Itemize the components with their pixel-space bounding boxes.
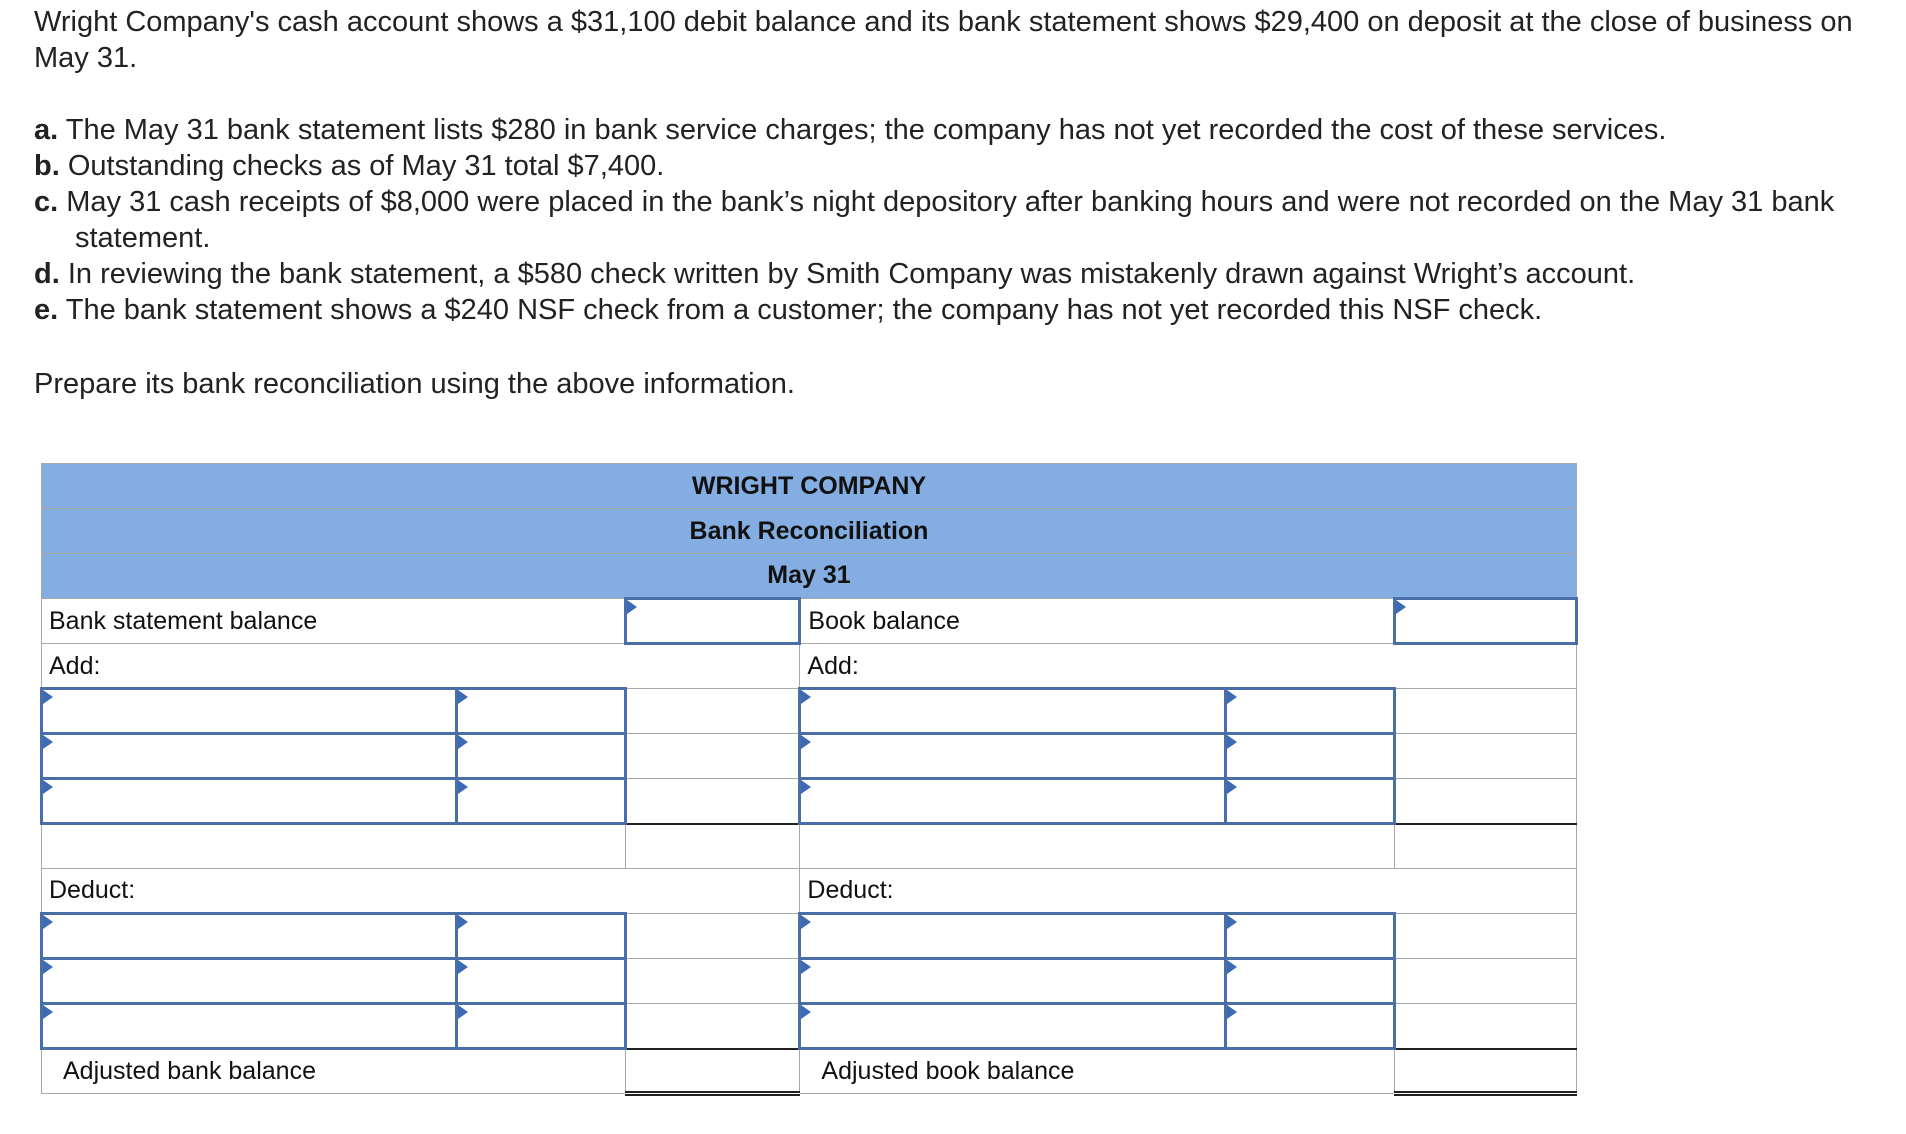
empty-cell xyxy=(625,734,800,779)
adjusted-bank-balance-label: Adjusted bank balance xyxy=(42,1049,626,1094)
bank-add-amount-input[interactable] xyxy=(458,780,624,822)
adjusted-bank-balance-cell xyxy=(625,1049,800,1094)
bank-deduct-desc-input[interactable] xyxy=(43,960,455,1002)
empty-cell xyxy=(1395,734,1577,779)
problem-item-e xyxy=(34,292,1894,328)
bank-add-amount-cell xyxy=(456,779,625,824)
problem-statement xyxy=(34,4,1894,402)
book-deduct-desc-input[interactable] xyxy=(801,1005,1224,1047)
item-letter: a. xyxy=(34,114,59,146)
empty-cell xyxy=(1395,959,1577,1004)
bank-deduct-desc-cell xyxy=(42,1004,457,1049)
book-deduct-desc-cell xyxy=(800,1004,1226,1049)
book-add-amount-input[interactable] xyxy=(1227,735,1393,777)
item-letter: e. xyxy=(34,294,59,326)
book-deduct-amount-input[interactable] xyxy=(1227,915,1393,957)
bank-deduct-amount-input[interactable] xyxy=(458,960,624,1002)
empty-cell xyxy=(625,914,800,959)
empty-cell xyxy=(800,824,1395,869)
book-deduct-desc-input[interactable] xyxy=(801,960,1224,1002)
bank-add-desc-input[interactable] xyxy=(43,735,455,777)
bank-add-desc-input[interactable] xyxy=(43,780,455,822)
book-deduct-amount-input[interactable] xyxy=(1227,960,1393,1002)
bank-add-amount-cell xyxy=(456,734,625,779)
book-add-amount-input[interactable] xyxy=(1227,780,1393,822)
bank-add-label: Add: xyxy=(42,644,800,689)
bank-deduct-desc-cell xyxy=(42,914,457,959)
bank-deduct-desc-input[interactable] xyxy=(43,915,455,957)
item-letter: c. xyxy=(34,186,59,218)
bank-add-amount-input[interactable] xyxy=(458,735,624,777)
item-text: Outstanding checks as of May 31 total $7,400. xyxy=(67,150,665,182)
item-letter: b. xyxy=(34,150,60,182)
bank-deduct-amount-input[interactable] xyxy=(458,1005,624,1047)
bank-deduct-amount-cell xyxy=(456,959,625,1004)
bank-add-desc-cell xyxy=(42,689,457,734)
problem-prompt: Prepare its bank reconciliation using the above information. xyxy=(34,368,795,400)
bank-statement-balance-label: Bank statement balance xyxy=(42,599,626,644)
company-name: WRIGHT COMPANY xyxy=(42,464,1577,509)
book-subtotal-cell xyxy=(1395,824,1577,869)
book-deduct-amount-input[interactable] xyxy=(1227,1005,1393,1047)
item-text: The May 31 bank statement lists $280 in bank service charges; the company has not yet recorded the cost of these services. xyxy=(65,114,1667,146)
empty-cell xyxy=(625,689,800,734)
empty-cell xyxy=(1395,1004,1577,1049)
bank-subtotal-cell xyxy=(625,824,800,869)
book-add-label: Add: xyxy=(800,644,1577,689)
item-text: The bank statement shows a $240 NSF check from a customer; the company has not yet recorded this NSF check. xyxy=(65,294,1543,326)
empty-cell xyxy=(625,1004,800,1049)
book-deduct-label: Deduct: xyxy=(800,869,1577,914)
problem-items xyxy=(34,112,1894,328)
empty-cell xyxy=(1395,779,1577,824)
bank-reconciliation-table xyxy=(40,463,1578,1096)
book-balance-label: Book balance xyxy=(800,599,1395,644)
book-add-desc-cell xyxy=(800,734,1226,779)
book-deduct-desc-cell xyxy=(800,959,1226,1004)
book-deduct-amount-cell xyxy=(1226,1004,1395,1049)
problem-item-b xyxy=(34,148,1894,184)
book-add-desc-cell xyxy=(800,689,1226,734)
book-balance-cell xyxy=(1395,599,1577,644)
adjusted-book-balance-cell xyxy=(1395,1049,1577,1094)
book-add-desc-cell xyxy=(800,779,1226,824)
problem-intro: Wright Company's cash account shows a $31,100 debit balance and its bank statement shows $29,400 on deposit at the close of business on May 31. xyxy=(34,6,1853,74)
bank-add-amount-input[interactable] xyxy=(458,690,624,732)
bank-add-amount-cell xyxy=(456,689,625,734)
book-balance-input[interactable] xyxy=(1396,600,1575,642)
statement-date: May 31 xyxy=(42,554,1577,599)
problem-item-a xyxy=(34,112,1894,148)
book-add-desc-input[interactable] xyxy=(801,780,1224,822)
item-text: May 31 cash receipts of $8,000 were placed in the bank’s night depository after banking hours and were not recorded on the May 31 bank statement. xyxy=(66,186,1835,254)
bank-deduct-amount-cell xyxy=(456,914,625,959)
bank-add-desc-cell xyxy=(42,734,457,779)
book-deduct-desc-input[interactable] xyxy=(801,915,1224,957)
book-add-amount-cell xyxy=(1226,779,1395,824)
adjusted-book-balance-label: Adjusted book balance xyxy=(800,1049,1395,1094)
bank-deduct-desc-input[interactable] xyxy=(43,1005,455,1047)
empty-cell xyxy=(1395,914,1577,959)
bank-statement-balance-input[interactable] xyxy=(627,600,799,642)
item-text: In reviewing the bank statement, a $580 check written by Smith Company was mistakenly drawn against Wright’s account. xyxy=(67,258,1636,290)
book-deduct-amount-cell xyxy=(1226,914,1395,959)
empty-cell xyxy=(625,959,800,1004)
problem-item-d xyxy=(34,256,1894,292)
item-letter: d. xyxy=(34,258,60,290)
bank-deduct-amount-input[interactable] xyxy=(458,915,624,957)
problem-item-c xyxy=(34,184,1894,256)
bank-add-desc-cell xyxy=(42,779,457,824)
bank-deduct-desc-cell xyxy=(42,959,457,1004)
book-add-amount-cell xyxy=(1226,689,1395,734)
book-deduct-desc-cell xyxy=(800,914,1226,959)
bank-deduct-label: Deduct: xyxy=(42,869,800,914)
book-add-amount-input[interactable] xyxy=(1227,690,1393,732)
empty-cell xyxy=(625,779,800,824)
bank-deduct-amount-cell xyxy=(456,1004,625,1049)
empty-cell xyxy=(1395,689,1577,734)
bank-add-desc-input[interactable] xyxy=(43,690,455,732)
statement-title: Bank Reconciliation xyxy=(42,509,1577,554)
book-add-desc-input[interactable] xyxy=(801,690,1224,732)
book-deduct-amount-cell xyxy=(1226,959,1395,1004)
empty-cell xyxy=(42,824,626,869)
book-add-amount-cell xyxy=(1226,734,1395,779)
book-add-desc-input[interactable] xyxy=(801,735,1224,777)
bank-statement-balance-cell xyxy=(625,599,800,644)
